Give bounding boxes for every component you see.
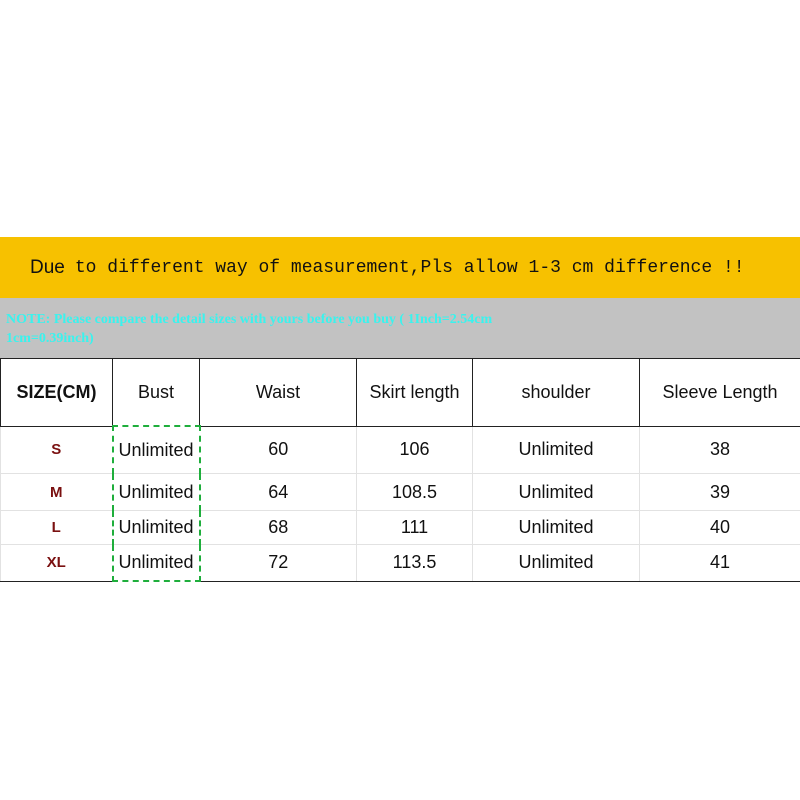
bust-value: Unlimited [113,474,200,511]
waist-value: 64 [200,474,357,511]
size-label: L [1,511,113,545]
conversion-note [0,298,800,358]
size-label: M [1,474,113,511]
table-row [1,474,800,511]
shoulder-value: Unlimited [473,511,640,545]
table-row [1,426,800,474]
measurement-banner [0,237,800,298]
header-bust: Bust [113,359,200,427]
waist-value: 60 [200,426,357,474]
size-chart-table [0,358,800,582]
table-row [1,511,800,545]
bust-value: Unlimited [113,545,200,582]
bust-value: Unlimited [113,511,200,545]
sleeve-length-value: 40 [640,511,800,545]
sleeve-length-value: 41 [640,545,800,582]
table-row [1,545,800,582]
sleeve-length-value: 39 [640,474,800,511]
header-waist: Waist [200,359,357,427]
banner-lead-word: Due [30,256,65,278]
skirt-length-value: 108.5 [357,474,473,511]
shoulder-value: Unlimited [473,545,640,582]
header-shoulder: shoulder [473,359,640,427]
size-label: XL [1,545,113,582]
header-skirt-length: Skirt length [357,359,473,427]
header-sleeve-length: Sleeve Length [640,359,800,427]
waist-value: 72 [200,545,357,582]
sleeve-length-value: 38 [640,426,800,474]
waist-value: 68 [200,511,357,545]
header-row [1,359,800,427]
header-size: SIZE(CM) [1,359,113,427]
skirt-length-value: 113.5 [357,545,473,582]
shoulder-value: Unlimited [473,426,640,474]
skirt-length-value: 106 [357,426,473,474]
note-line-2: 1cm=0.39inch) [6,331,94,346]
shoulder-value: Unlimited [473,474,640,511]
skirt-length-value: 111 [357,511,473,545]
size-label: S [1,426,113,474]
note-line-1: NOTE: Please compare the detail sizes with yours before you buy ( 1Inch=2.54cm [6,312,493,327]
bust-value: Unlimited [113,426,200,474]
banner-text: to different way of measurement,Pls allow 1-3 cm difference !! [74,257,745,278]
